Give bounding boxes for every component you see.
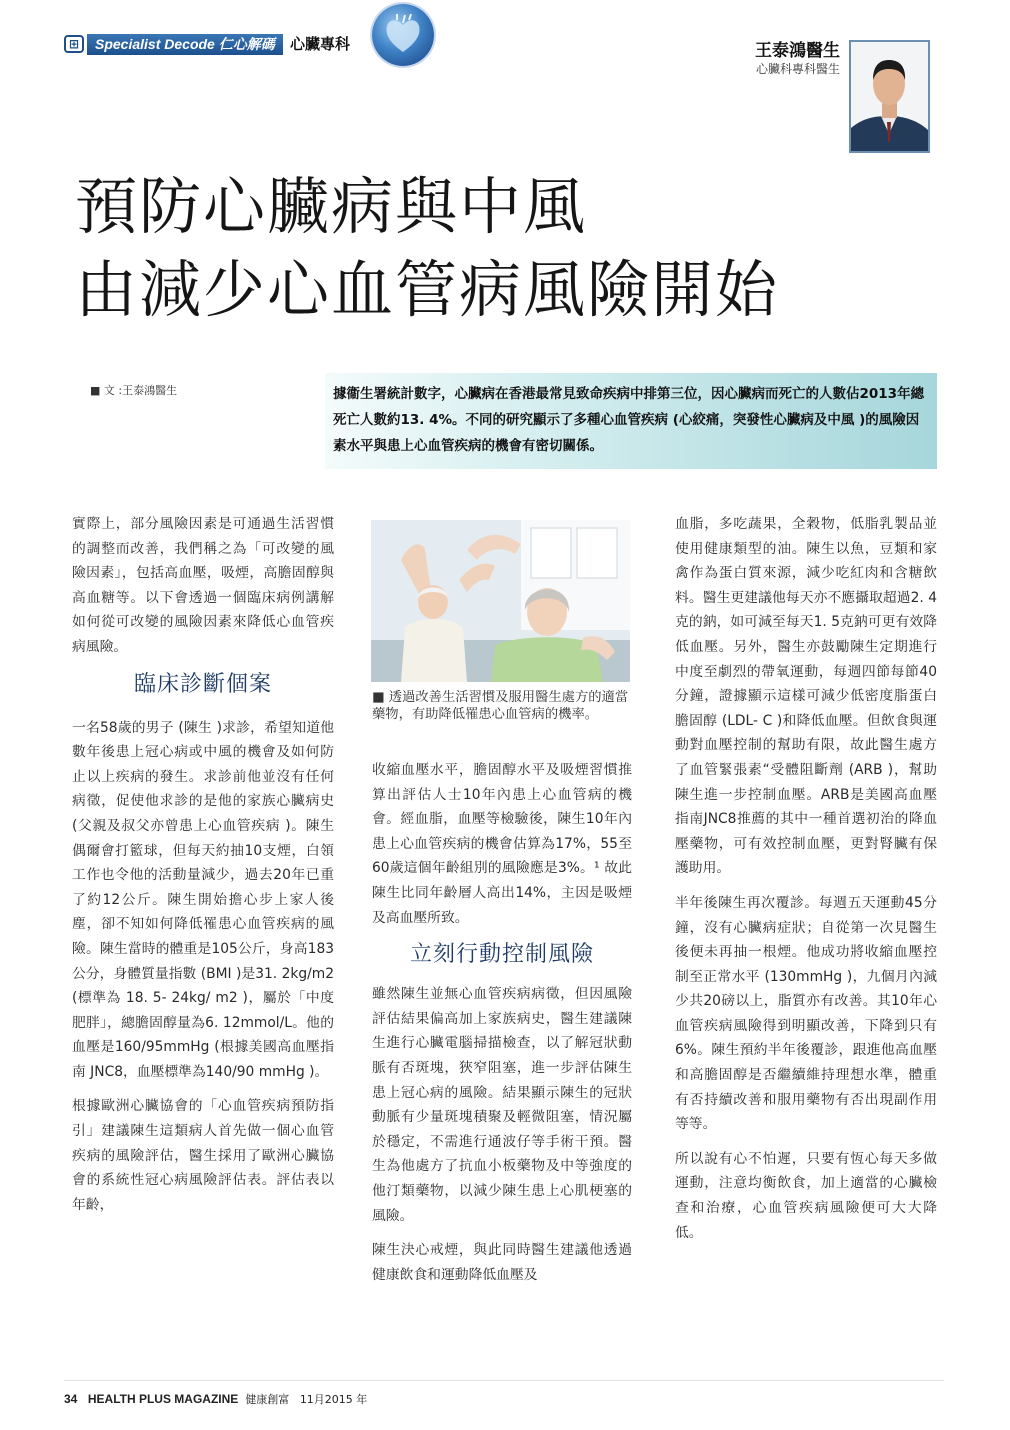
article-title-line2: 由減少心血管病風險開始 <box>75 253 780 326</box>
page-footer <box>64 1391 367 1407</box>
column-1 <box>72 512 334 1227</box>
byline: ■ 文 :王泰鴻醫生 <box>90 384 178 397</box>
article-title-line1: 預防心臟病與中風 <box>75 170 588 243</box>
brand-banner: Specialist Decode 仁心解碼 <box>87 34 283 55</box>
column-3 <box>675 512 937 1255</box>
col3-paragraph-3: 所以說有心不怕遲，只要有恆心每天多做運動，注意均衡飲食，加上適當的心臟檢查和治療，心血管疾病風險便可大大降低。 <box>675 1150 937 1241</box>
col1-paragraph-1: 實際上，部分風險因素是可通過生活習慣的調整而改善，我們稱之為「可改變的風險因素」，包括高血壓，吸煙，高膽固醇與高血糖等。以下會透過一個臨床病例講解如何從可改變的風險因素來降低心血管疾病風險。 <box>72 516 334 655</box>
col2-paragraph-2: 雖然陳生並無心血管疾病病徵，但因風險評估結果偏高加上家族病史，醫生建議陳生進行心臟電腦掃描檢查，以了解冠狀動脈有否斑塊，狹窄阻塞，進一步評估陳生患上冠心病的風險。結果顯示陳生的冠狀動脈有少量斑塊積聚及輕微阻塞，情況屬於穩定，不需進行通波仔等手術干預。醫生為他處方了抗血小板藥物及中等強度的他汀類藥物，以減少陳生患上心肌梗塞的風險。 <box>372 986 632 1224</box>
section-label: 心臟專科 <box>290 35 351 53</box>
author-title: 心臟科專科醫生 <box>755 62 840 76</box>
lede-paragraph: 據衞生署統計數字，心臟病在香港最常見致命疾病中排第三位，因心臟病而死亡的人數佔2013年總死亡人數約13. 4%。不同的研究顯示了多種心血管疾病 (心絞痛，突發性心臟病及中風 )的風險因素水平與患上心血管疾病的機會有密切關係。 <box>333 386 925 454</box>
issue-date: 11月2015 年 <box>299 1393 368 1406</box>
author-name: 王泰鴻醫生 <box>755 41 840 61</box>
column-2 <box>372 758 632 1297</box>
exercise-photo <box>371 520 630 682</box>
brand-logo-icon: ⊞ <box>64 35 84 53</box>
col2-paragraph-1: 收縮血壓水平，膽固醇水平及吸煙習慣推算出評估人士10年內患上心血管病的機會。經血脂，血壓等檢驗後，陳生10年內患上心血管疾病的機會估算為17%，55至60歲這個年齡組別的風險應是3%。¹ 故此陳生比同年齡層人高出14%，主因是吸煙及高血壓所致。 <box>372 762 632 926</box>
col1-paragraph-2: 一名58歲的男子 (陳生 )求診，希望知道他數年後患上冠心病或中風的機會及如何防止以上疾病的發生。求診前他並沒有任何病徵，促使他求診的是他的家族心臟病史 (父親及叔父亦曾患上心血管疾病 )。陳生偶爾會打籃球，但每天約抽10支煙，白領工作也令他的活動量減少，過去20年已重了約12公斤。陳生開始擔心步上家人後塵，卻不知如何降低罹患心血管疾病的風險。陳生當時的體重是105公斤，身高183公分，身體質量指數 (BMI )是31. 2kg/m2 (標準為 18. 5- 24kg/ m2 )，屬於「中度肥胖」，總膽固醇量為6. 12mmol/L。他的血壓是160/95mmHg (根據美國高血壓指南 JNC8，血壓標準為140/90 mmHg )。 <box>72 719 334 1080</box>
magazine-name-cn: 健康創富 <box>245 1393 290 1406</box>
subhead-take-action: 立刻行動控制風險 <box>409 942 594 968</box>
photo-caption: ■ 透過改善生活習慣及服用醫生處方的適當藥物，有助降低罹患心血管病的機率。 <box>372 690 629 722</box>
footer-rule <box>64 1380 944 1381</box>
author-photo <box>849 40 930 153</box>
subhead-clinical-case: 臨床診斷個案 <box>133 671 272 697</box>
col3-paragraph-1: 血脂，多吃蔬果，全穀物，低脂乳製品並使用健康類型的油。陳生以魚，豆類和家禽作為蛋白質來源，減少吃紅肉和含糖飲料。醫生更建議他每天亦不應攝取超過2. 4克的鈉，如可減至每天1. 5克鈉可更有效降低血壓。另外，醫生亦鼓勵陳生定期進行中度至劇烈的帶氧運動，每週四節每節40分鐘，證據顯示這樣可減少低密度脂蛋白膽固醇 (LDL- C )和降低血壓。但飲食與運動對血壓控制的幫助有限，故此醫生處方了血管緊張素“受體阻斷劑 (ARB )，幫助陳生進一步控制血壓。ARB是美國高血壓指南JNC8推薦的其中一種首選初治的降血壓藥物，可有效控制血壓，更對腎臟有保護助用。 <box>675 516 937 877</box>
magazine-name: HEALTH PLUS MAGAZINE <box>87 1392 239 1406</box>
col2-paragraph-3: 陳生決心戒煙，與此同時醫生建議他透過健康飲食和運動降低血壓及 <box>372 1242 632 1283</box>
col1-paragraph-3: 根據歐洲心臟協會的「心血管疾病預防指引」建議陳生這類病人首先做一個心血管疾病的風險評估，醫生採用了歐洲心臟協會的系統性冠心病風險評估表。評估表以年齡， <box>72 1098 334 1213</box>
col3-paragraph-2: 半年後陳生再次覆診。每週五天運動45分鐘，沒有心臟病症狀；自從第一次見醫生後便未再抽一根煙。他成功將收縮血壓控制至正常水平 (130mmHg )，九個月內減少共20磅以上，脂質亦有改善。其10年心血管疾病風險得到明顯改善，下降到只有6%。陳生預約半年後覆診，跟進他高血壓和高膽固醇是否繼續維持理想水準，體重有否持續改善和服用藥物有否出現副作用等等。 <box>675 894 937 1133</box>
page-number: 34 <box>64 1392 78 1406</box>
heart-emblem-icon <box>372 4 434 66</box>
